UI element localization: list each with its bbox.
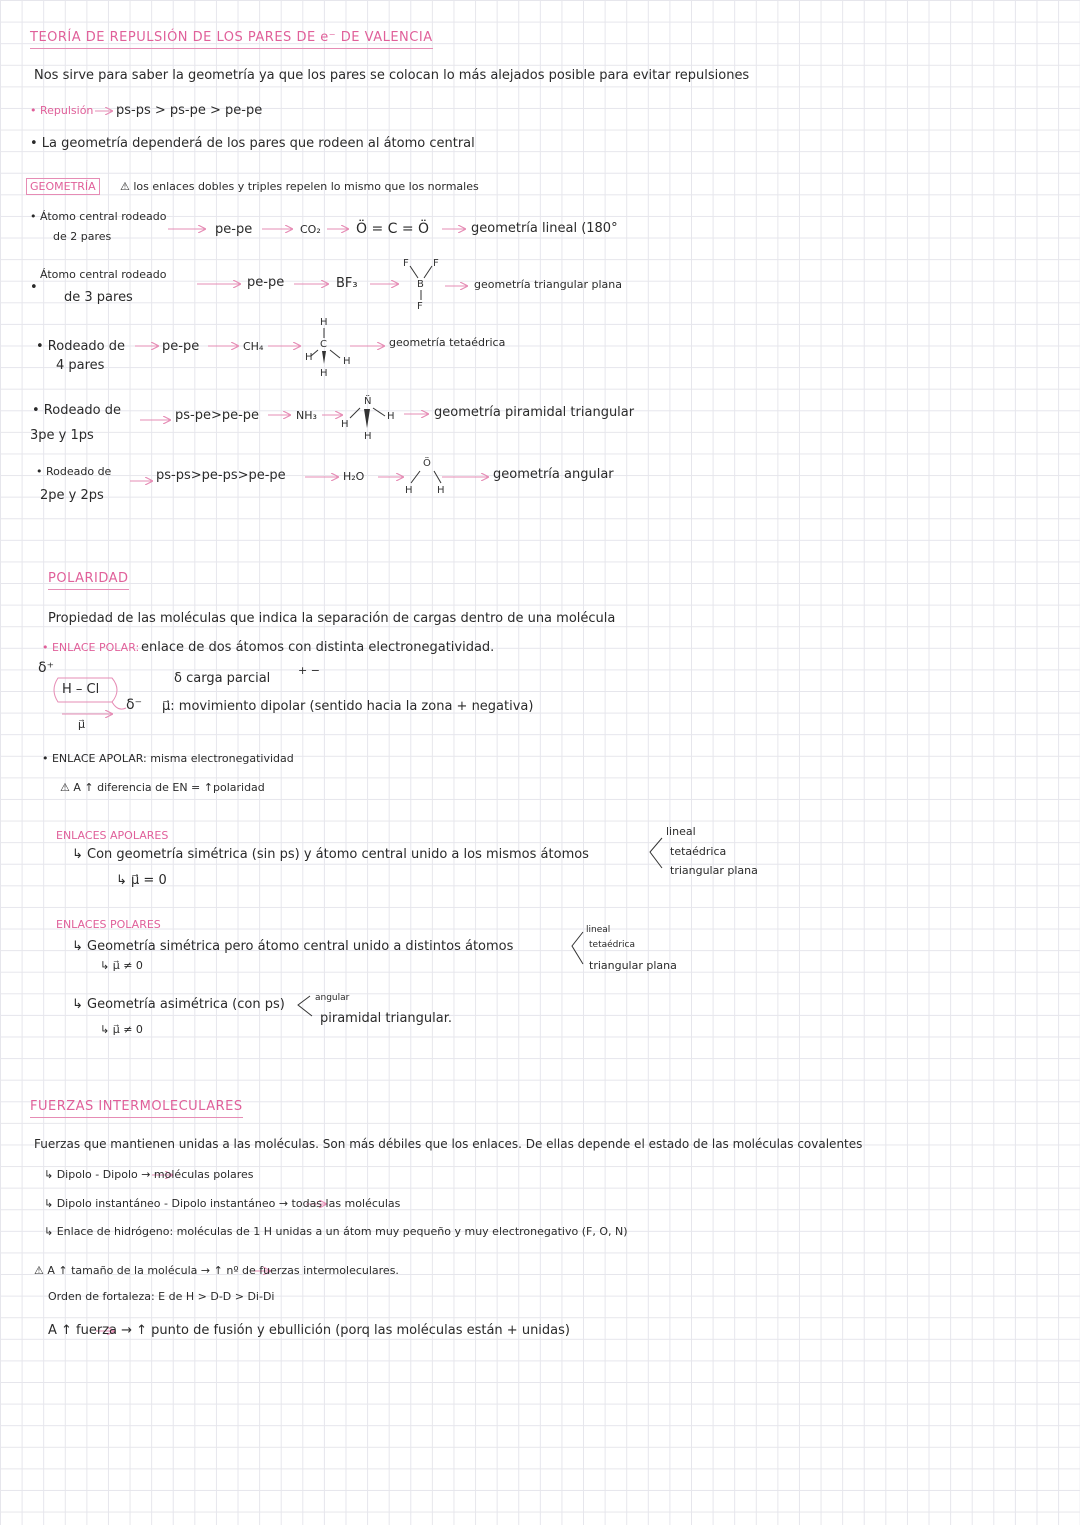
row1-cond-b: de 2 pares xyxy=(53,230,112,243)
apolar-list-1: lineal xyxy=(666,825,696,838)
row3-geometry: geometría tetaédrica xyxy=(389,336,506,349)
ch4-h-left: H xyxy=(305,352,313,363)
apolar-warning: ⚠ A ↑ diferencia de EN = ↑polaridad xyxy=(60,781,265,794)
ch4-h-bottom: H xyxy=(320,368,328,379)
charges: + − xyxy=(298,664,320,677)
row2-example: BF₃ xyxy=(336,276,358,291)
polar-text-1: ↳ Geometría simétrica pero átomo central unido a distintos átomos xyxy=(72,939,514,954)
polar-list1-1: lineal xyxy=(586,925,611,935)
polaridad-definition: Propiedad de las moléculas que indica la separación de cargas dentro de una molécula xyxy=(48,611,616,626)
nh3-h-bottom: H xyxy=(364,431,372,442)
row2-bullet: • xyxy=(30,280,38,295)
row1-structure: Ö = C = Ö xyxy=(356,221,430,237)
row5-geometry: geometría angular xyxy=(493,467,614,482)
row2-repulsion: pe-pe xyxy=(247,275,285,290)
ch4-c: C xyxy=(320,339,327,350)
polar-list2-1: angular xyxy=(315,993,350,1003)
polar-bond-text: enlace de dos átomos con distinta electronegatividad. xyxy=(141,640,495,655)
fuerzas-order: Orden de fortaleza: E de H > D-D > Di-Di xyxy=(48,1290,275,1303)
bf3-f1: F xyxy=(403,258,409,269)
row1-example: CO₂ xyxy=(300,223,321,236)
vsepr-intro: Nos sirve para saber la geometría ya que los pares se colocan lo más alejados posible para evitar repulsiones xyxy=(34,68,750,83)
delta-definition: δ carga parcial xyxy=(174,671,271,686)
h2o-h-left: H xyxy=(405,485,413,496)
geometry-label: GEOMETRÍA xyxy=(26,178,100,195)
row2-geometry: geometría triangular plana xyxy=(474,278,622,291)
nh3-h-right: H xyxy=(387,411,395,422)
apolar-text: ↳ Con geometría simétrica (sin ps) y átomo central unido a los mismos átomos xyxy=(72,847,589,862)
row4-geometry: geometría piramidal triangular xyxy=(434,405,635,420)
row3-cond-a: • Rodeado de xyxy=(36,339,126,354)
ch4-h-top: H xyxy=(320,317,328,328)
nh3-n: N̈ xyxy=(364,396,372,407)
row4-cond-b: 3pe y 1ps xyxy=(30,428,94,443)
row3-example: CH₄ xyxy=(243,340,264,353)
fuerzas-item-1: ↳ Dipolo - Dipolo → moléculas polares xyxy=(44,1168,254,1181)
fuerzas-intro: Fuerzas que mantienen unidas a las moléculas. Son más débiles que los enlaces. De ellas depende el estado de las moléculas covalentes xyxy=(34,1137,863,1151)
delta-minus: δ⁻ xyxy=(126,697,142,713)
row3-cond-b: 4 pares xyxy=(56,358,105,373)
polar-list1-3: triangular plana xyxy=(589,959,677,972)
apolar-mu: ↳ μ⃗ = 0 xyxy=(116,873,167,888)
ch4-h-right: H xyxy=(343,356,351,367)
polar-list2-2: piramidal triangular. xyxy=(320,1011,453,1026)
apolar-list-3: triangular plana xyxy=(670,864,758,877)
repulsion-label: • Repulsión xyxy=(30,104,94,117)
h2o-o: Ö xyxy=(423,458,431,469)
row4-repulsion: ps-pe>pe-pe xyxy=(175,408,260,423)
row4-cond-a: • Rodeado de xyxy=(32,403,122,418)
polar-mu-1: ↳ μ⃗ ≠ 0 xyxy=(100,959,143,972)
hcl-molecule: H – Cl xyxy=(62,682,100,697)
polar-list1-2: tetaédrica xyxy=(589,940,636,950)
apolar-bond: • ENLACE APOLAR: misma electronegatividad xyxy=(42,752,294,765)
h2o-h-right: H xyxy=(437,485,445,496)
row5-repulsion: ps-ps>pe-ps>pe-pe xyxy=(156,468,286,483)
polar-bond-label: • ENLACE POLAR: xyxy=(42,641,140,654)
row2-cond-b: de 3 pares xyxy=(64,290,133,305)
row1-cond-a: • Átomo central rodeado xyxy=(30,210,167,223)
apolar-head: ENLACES APOLARES xyxy=(56,829,169,842)
fuerzas-item-3: ↳ Enlace de hidrógeno: moléculas de 1 H unidas a un átom muy pequeño y muy electronegativo (F, O, N) xyxy=(44,1225,628,1238)
apolar-list-2: tetaédrica xyxy=(670,845,727,858)
polar-head: ENLACES POLARES xyxy=(56,918,161,931)
fuerzas-item-2: ↳ Dipolo instantáneo - Dipolo instantáneo → todas las moléculas xyxy=(44,1197,401,1210)
mu-definition: μ⃗: movimiento dipolar (sentido hacia la zona + negativa) xyxy=(162,699,534,714)
delta-plus: δ⁺ xyxy=(38,660,54,676)
bf3-b: B xyxy=(417,279,424,290)
polar-text-2: ↳ Geometría asimétrica (con ps) xyxy=(72,997,285,1012)
fuerzas-title: FUERZAS INTERMOLECULARES xyxy=(30,1099,243,1118)
geometry-warning: ⚠ los enlaces dobles y triples repelen lo mismo que los normales xyxy=(120,180,479,193)
row1-geometry: geometría lineal (180° xyxy=(471,221,618,236)
row5-example: H₂O xyxy=(343,470,365,483)
polaridad-title: POLARIDAD xyxy=(48,571,129,590)
nh3-h-left: H xyxy=(341,419,349,430)
vsepr-title: TEORÍA DE REPULSIÓN DE LOS PARES DE e⁻ DE VALENCIA xyxy=(30,30,433,49)
bf3-f2: F xyxy=(433,258,439,269)
row3-repulsion: pe-pe xyxy=(162,339,200,354)
fuerzas-warning: ⚠ A ↑ tamaño de la molécula → ↑ nº de fuerzas intermoleculares. xyxy=(34,1264,399,1277)
row2-cond-a: Átomo central rodeado xyxy=(40,268,167,281)
row1-repulsion: pe-pe xyxy=(215,222,253,237)
mu-symbol: μ⃗ xyxy=(78,718,85,731)
bf3-f3: F xyxy=(417,301,423,312)
row4-example: NH₃ xyxy=(296,409,317,422)
geometry-note: • La geometría dependerá de los pares que rodeen al átomo central xyxy=(30,136,475,151)
repulsion-order: ps-ps > ps-pe > pe-pe xyxy=(116,103,263,118)
row5-cond-b: 2pe y 2ps xyxy=(40,488,104,503)
polar-mu-2: ↳ μ⃗ ≠ 0 xyxy=(100,1023,143,1036)
fuerzas-last: A ↑ fuerza → ↑ punto de fusión y ebullición (porq las moléculas están + unidas) xyxy=(48,1323,570,1338)
row5-cond-a: • Rodeado de xyxy=(36,465,112,478)
